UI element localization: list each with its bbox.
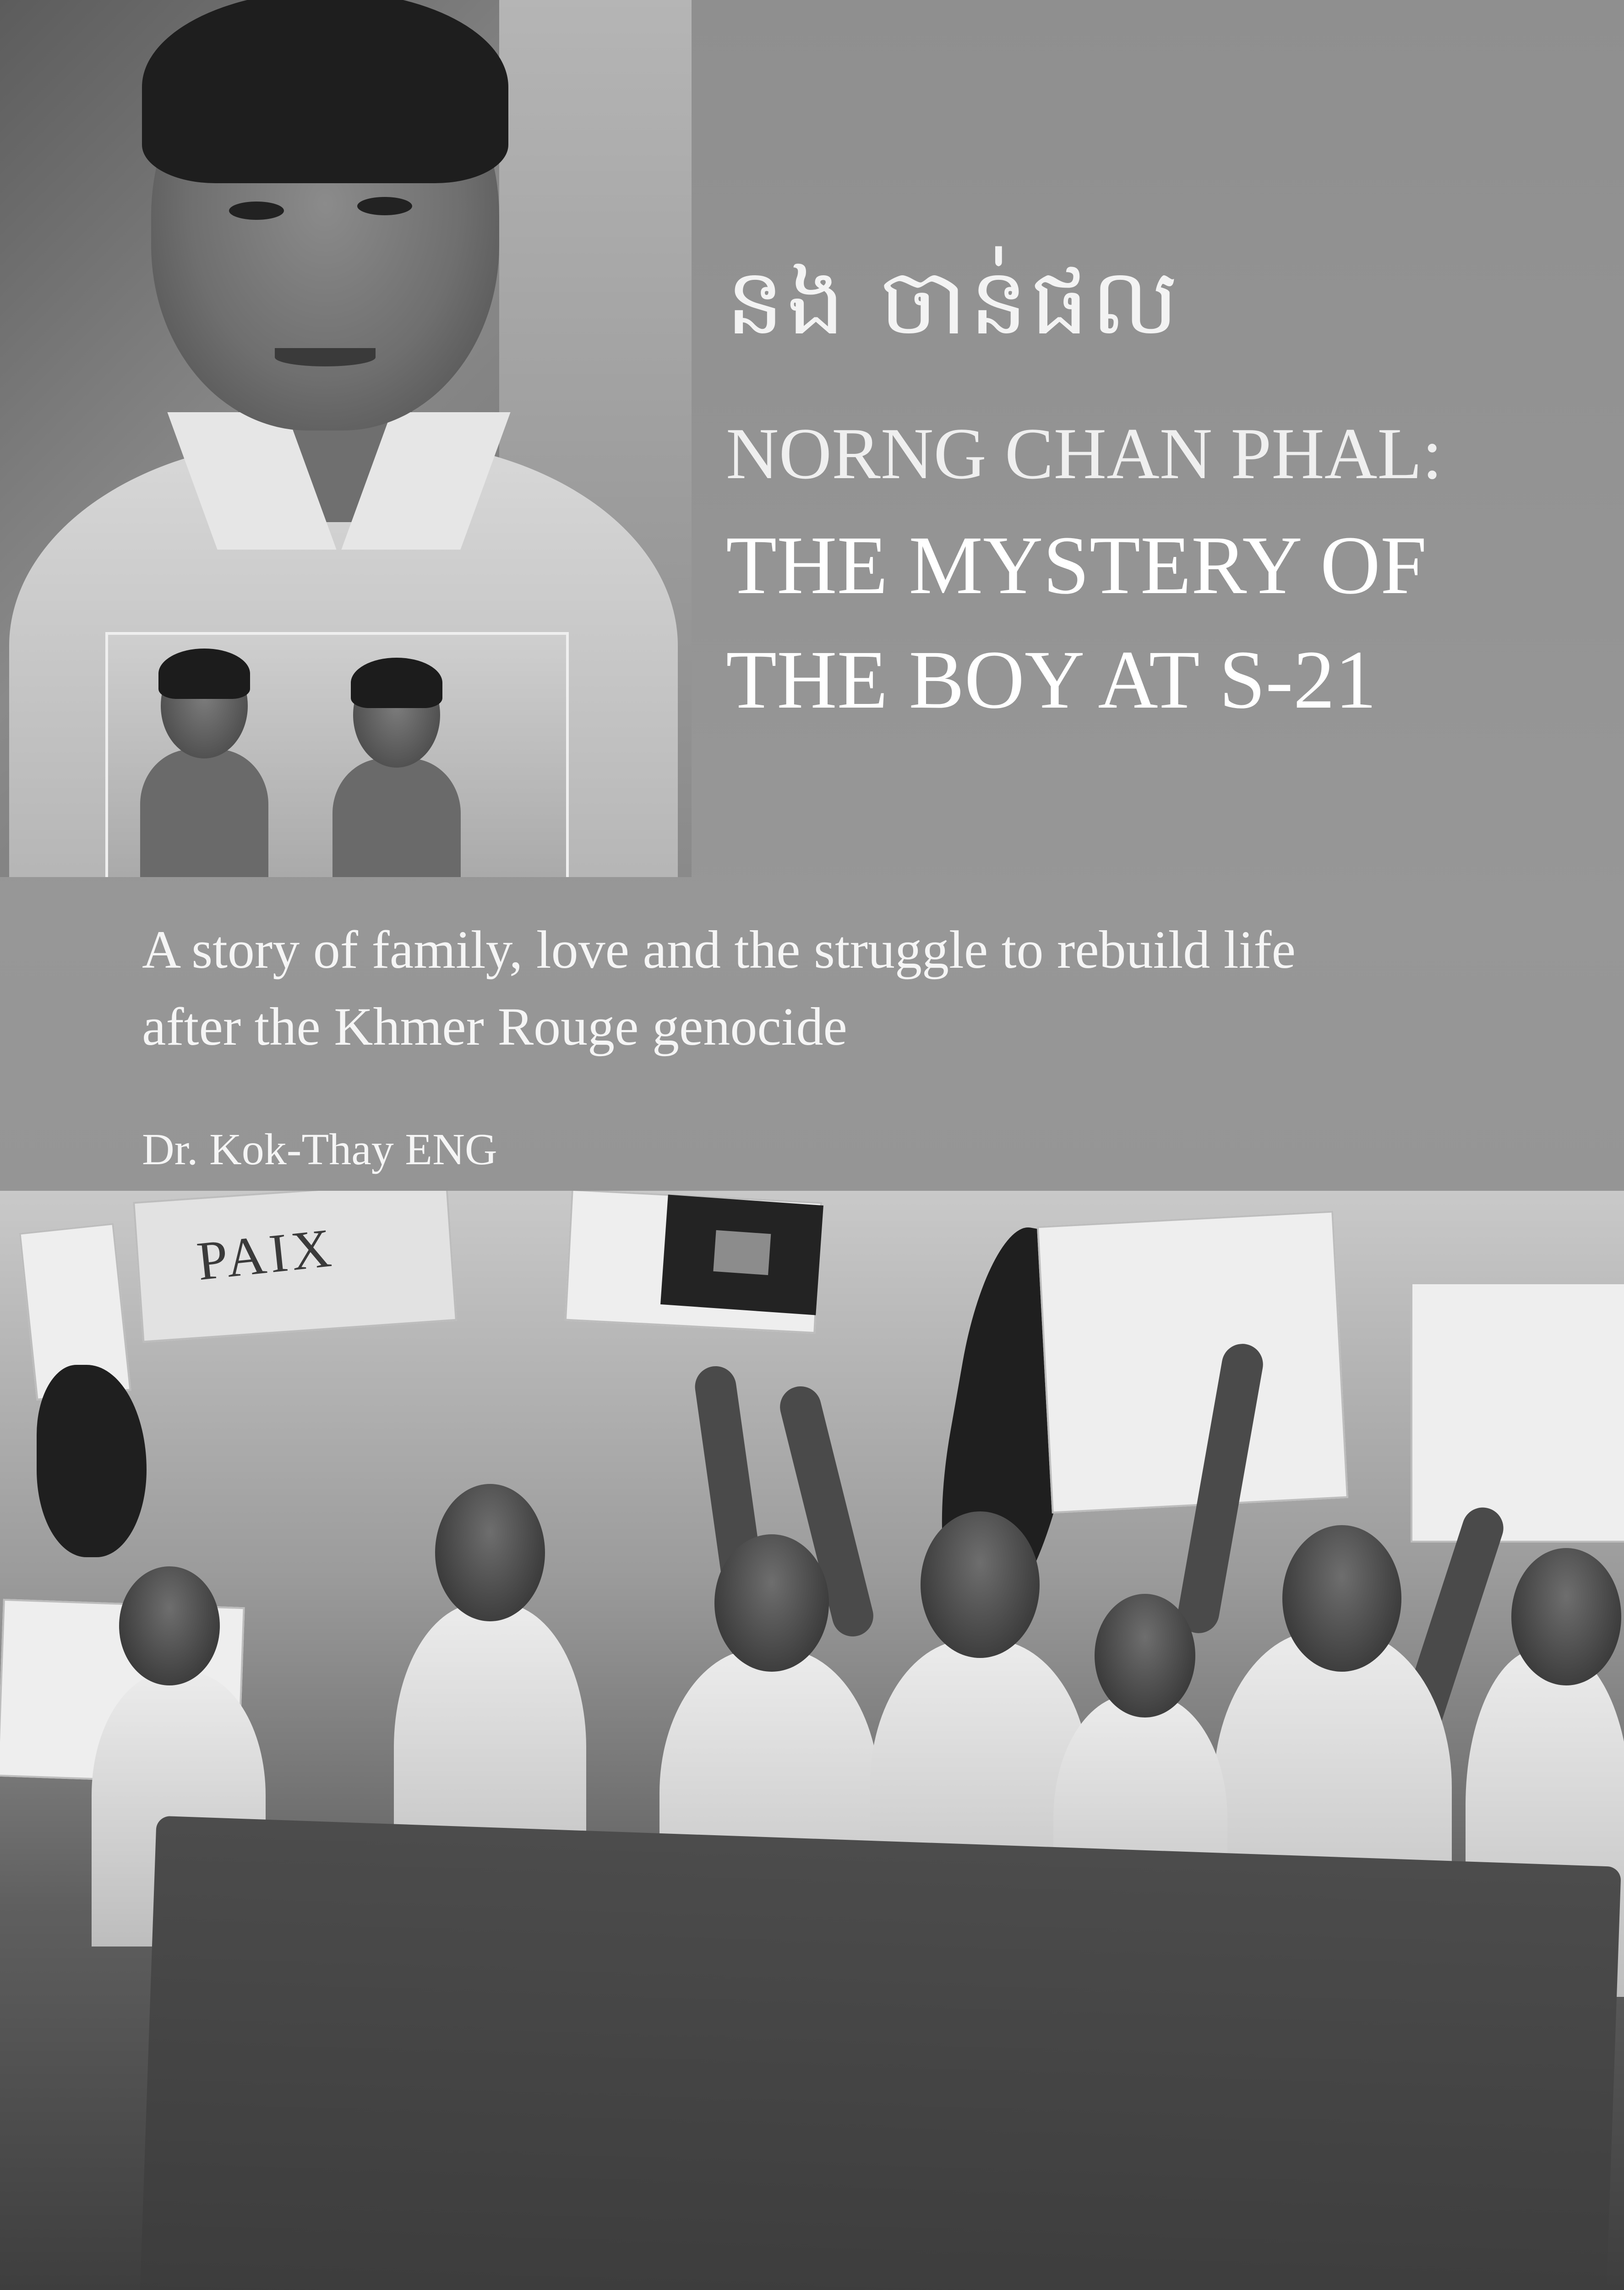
protest-photo (0, 1191, 1624, 2290)
boy-figure (136, 635, 273, 873)
protest-sign (1037, 1210, 1348, 1513)
child-head (435, 1484, 545, 1621)
man-mouth (275, 348, 376, 366)
khmer-title: នង ចាន់ផល (726, 249, 1182, 355)
boy-figure (328, 644, 465, 877)
child-head (1095, 1594, 1195, 1718)
child-head (921, 1511, 1040, 1658)
subtitle-line: after the Khmer Rouge genocide (142, 997, 847, 1057)
child-head (1282, 1525, 1401, 1672)
child-head (714, 1534, 829, 1672)
cambodian-flag (660, 1194, 823, 1315)
subtitle (142, 911, 1608, 1065)
sign-text-paix: PAIX (194, 1216, 338, 1292)
book-title (726, 508, 1605, 737)
man-eye-right (357, 197, 412, 215)
title-name: NORNG CHAN PHAL: (726, 413, 1443, 494)
portrait-photo (0, 0, 692, 877)
book-title-line: THE MYSTERY OF (726, 519, 1427, 611)
held-photo-of-boys (105, 632, 569, 877)
man-hair (142, 0, 508, 183)
dark-banner-shape (37, 1365, 147, 1557)
child-head (1511, 1548, 1621, 1685)
protest-sign (1411, 1282, 1624, 1543)
man-eye-left (229, 202, 284, 220)
protest-banner (137, 1816, 1621, 2290)
author-name: Dr. Kok-Thay ENG (142, 1125, 497, 1174)
child-head (119, 1566, 220, 1685)
subtitle-line: A story of family, love and the struggle to rebuild life (142, 920, 1296, 980)
book-title-line: THE BOY AT S-21 (726, 634, 1377, 726)
